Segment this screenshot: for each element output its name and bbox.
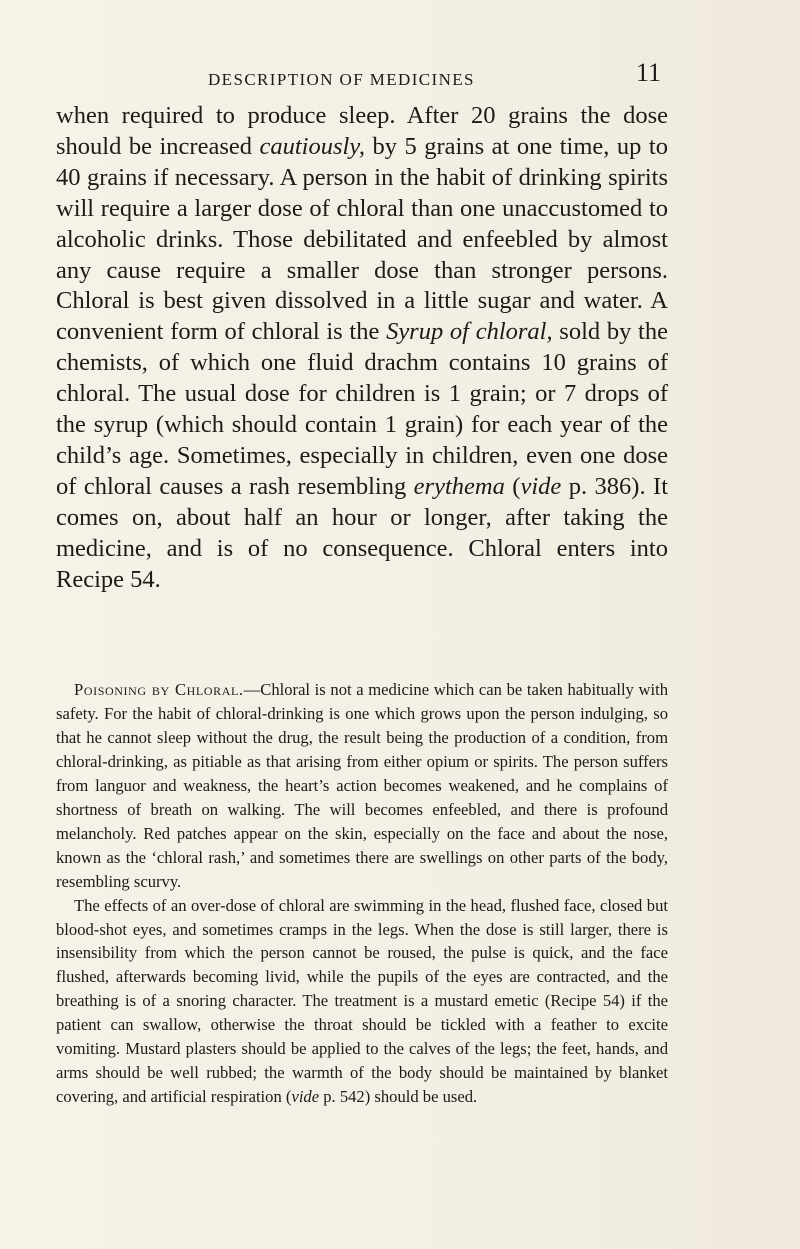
- small-text-run: —Chloral is not a medicine which can be taken habitually with safety. For the habit of chloral-drinking is one which grows upon the person indulging, so that he cannot sleep without the drug, the result being the production of a condition, from chloral-drinking, as pitiable as that arising from either opium or spirits. The person suffers from languor and weakness, the heart’s action becomes weakened, and he complains of shortness of breath on walking. The will becomes enfeebled, and there is profound melancholy. Red patches appear on the skin, especially on the face and about the nose, known as the ‘chloral rash,’ and sometimes there are swellings on other parts of the body, resembling scurvy.: [56, 680, 668, 891]
- body-text-run: (: [504, 472, 521, 500]
- body-text-run: sold by the chemists, of which one fluid drachm contains 10 grains of chloral. The usual dose for children is 1 grain; or 7 drops of the syrup (which should contain 1 grain) for each year of the child’s age. Sometimes, especially in children, even one dose of chloral causes a rash resembling: [56, 318, 668, 500]
- body-text-run: when required to produce sleep. After 20 grains the dose should be increased: [56, 102, 668, 160]
- main-body-text: [56, 101, 668, 596]
- small-text-run: The effects of an over-dose of chloral are swimming in the head, flushed face, closed but blood-shot eyes, and sometimes cramps in the legs. When the dose is still larger, there is insensibility from which the person cannot be roused, the pulse is quick, and the face flushed, afterwards becoming livid, while the pupils of the eyes are contracted, and the breathing is of a snoring character. The treatment is a mustard emetic (Recipe 54) if the patient can swallow, otherwise the throat should be tickled with a feather to excite vomiting. Mustard plasters should be applied to the calves of the legs; the feet, hands, and arms should be well rubbed; the warmth of the body should be maintained by blanket covering, and artificial respiration (: [56, 895, 668, 1107]
- body-paragraph: [56, 101, 668, 596]
- poisoning-section: [56, 678, 668, 1109]
- italic-term: erythema: [413, 472, 505, 500]
- page-header: [0, 58, 800, 98]
- italic-term: vide: [520, 472, 562, 500]
- section-heading: Poisoning by Chloral.: [74, 680, 244, 699]
- poisoning-paragraph: [56, 678, 668, 894]
- italic-term: vide: [291, 1087, 320, 1107]
- small-text-run: p. 542) should be used.: [319, 1087, 478, 1107]
- overdose-paragraph: [56, 894, 668, 1110]
- body-text-run: by 5 grains at one time, up to 40 grains if necessary. A person in the habit of drinking spirits will require a larger dose of chloral than one unaccustomed to alcoholic drinks. Those debilitated and enfeebled by almost any cause require a smaller dose than stronger persons. Chloral is best given dissolved in a little sugar and water. A convenient form of chloral is the: [56, 132, 668, 346]
- body-text-run: p. 386). It comes on, about half an hour or longer, after taking the medicine, and is of no consequence. Chloral enters into Recipe 54.: [56, 472, 668, 593]
- italic-term: cautiously,: [259, 132, 365, 160]
- running-head: DESCRIPTION OF MEDICINES: [208, 70, 475, 89]
- italic-term: Syrup of chloral,: [386, 318, 553, 346]
- page-number: 11: [636, 58, 662, 87]
